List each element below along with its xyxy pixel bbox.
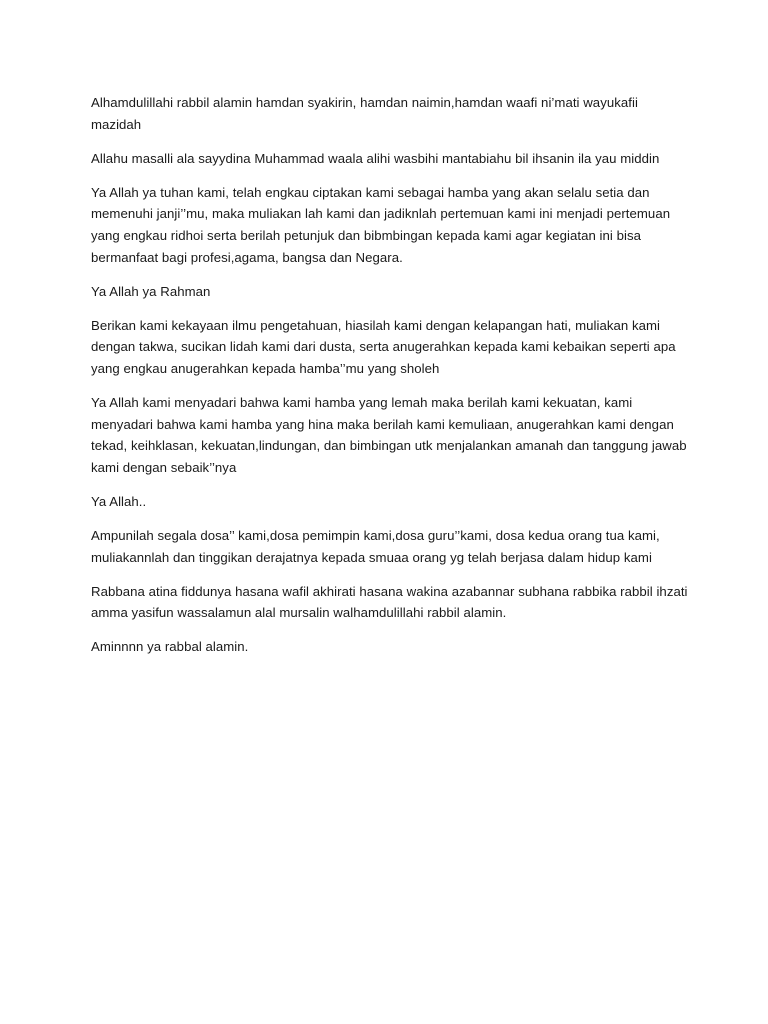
document-page: [91, 92, 691, 670]
paragraph-prayer-meeting: Ya Allah ya tuhan kami, telah engkau ciptakan kami sebagai hamba yang akan selalu setia dan memenuhi janji’’mu, maka muliakan lah kami dan jadiknlah pertemuan kami ini menjadi pertemuan yang engkau ridhoi serta berilah petunjuk dan bibmbingan kepada kami agar kegiatan ini bisa bermanfaat bagi profesi,agama, bangsa dan Negara.: [91, 184, 671, 265]
paragraph-prayer-strength: Ya Allah kami menyadari bahwa kami hamba yang lemah maka berilah kami kekuatan, kami menyadari bahwa kami hamba yang hina maka berilah kami kemuliaan, anugerahkan kami dengan tekad, keihklasan, kekuatan,lindungan, dan bimbingan utk menjalankan amanah dan tanggung jawab kami dengan sebaik’’nya: [91, 395, 687, 475]
paragraph-prayer-forgiveness: Ampunilah segala dosa’’ kami,dosa pemimpin kami,dosa guru’’kami, dosa kedua orang tua kami, muliakannlah dan tinggikan derajatnya kepada smuaa orang yg telah berjasa dalam hidup kami: [91, 528, 660, 565]
paragraph-invocation-rahman: Ya Allah ya Rahman: [91, 283, 211, 299]
paragraph-opening-praise: Alhamdulillahi rabbil alamin hamdan syakirin, hamdan naimin,hamdan waafi ni’mati wayukafii mazidah: [91, 95, 638, 132]
paragraph-closing-amin: Aminnnn ya rabbal alamin.: [91, 639, 249, 655]
paragraph-rabbana: Rabbana atina fiddunya hasana wafil akhirati hasana wakina azabannar subhana rabbika rabbil ihzati amma yasifun wassalamun alal mursalin walhamdulillahi rabbil alamin.: [91, 583, 688, 621]
paragraph-prayer-knowledge: Berikan kami kekayaan ilmu pengetahuan, hiasilah kami dengan kelapangan hati, muliakan kami dengan takwa, sucikan lidah kami dari dusta, serta anugerahkan kepada kami kebaikan seperti apa yang engkau anugerahkan kepada hamba’’mu yang sholeh: [91, 317, 676, 376]
paragraph-salawat: Allahu masalli ala sayydina Muhammad waala alihi wasbihi mantabiahu bil ihsanin ila yau middin: [91, 150, 660, 166]
paragraph-invocation-allah: Ya Allah..: [91, 493, 147, 509]
